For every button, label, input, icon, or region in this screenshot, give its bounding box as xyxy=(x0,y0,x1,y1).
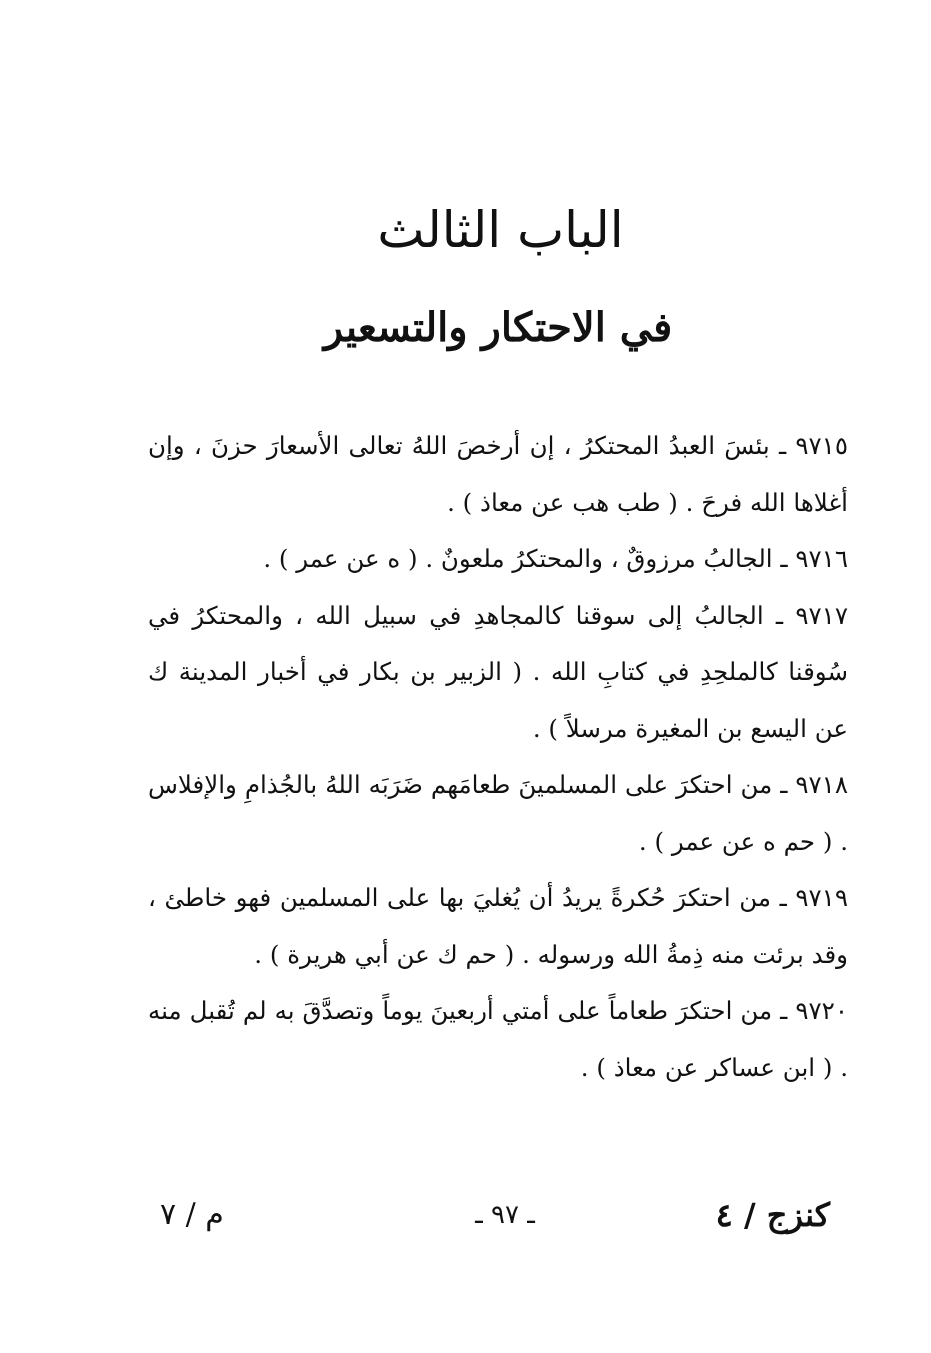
hadith-entry-9719: ٩٧١٩ ـ من احتكرَ حُكرةً يريدُ أن يُغليَ بها على المسلمين فهو خاطئ ، وقد برئت منه ذِمةُ الله ورسوله . ( حم ك عن أبي هريرة ) . xyxy=(148,883,848,969)
printer-mark: م / ٧ xyxy=(160,1197,224,1232)
hadith-entry-9720: ٩٧٢٠ ـ من احتكرَ طعاماً على أمتي أربعينَ يوماً وتصدَّقَ به لم تُقبل منه . ( ابن عساكر عن معاذ ) . xyxy=(148,996,848,1082)
hadith-entry-9715: ٩٧١٥ ـ بئسَ العبدُ المحتكرُ ، إن أرخصَ اللهُ تعالى الأسعارَ حزنَ ، وإن أغلاها الله فرحَ . ( طب هب عن معاذ ) . xyxy=(148,431,848,517)
hadith-entry-9717: ٩٧١٧ ـ الجالبُ إلى سوقنا كالمجاهدِ في سبيل الله ، والمحتكرُ في سُوقنا كالملحِدِ في كتابِ الله . ( الزبير بن بكار في أخبار المدينة ك عن اليسع بن المغيرة مرسلاً ) . xyxy=(148,600,848,743)
chapter-title: الباب الثالث xyxy=(377,201,624,259)
hadith-entry-9718: ٩٧١٨ ـ من احتكرَ على المسلمينَ طعامَهم ضَرَبَه اللهُ بالجُذامِ والإفلاس . ( حم ه عن عمر ) . xyxy=(148,770,848,856)
chapter-subtitle: في الاحتكار والتسعير xyxy=(323,304,673,351)
page-number: ـ ٩٧ ـ xyxy=(475,1200,535,1230)
hadith-entry-9716: ٩٧١٦ ـ الجالبُ مرزوقٌ ، والمحتكرُ ملعونٌ . ( ه عن عمر ) . xyxy=(263,544,848,573)
hadith-list xyxy=(148,418,848,1096)
page-footer xyxy=(160,1190,840,1240)
signature-mark: كنزج / ٤ xyxy=(715,1196,830,1234)
